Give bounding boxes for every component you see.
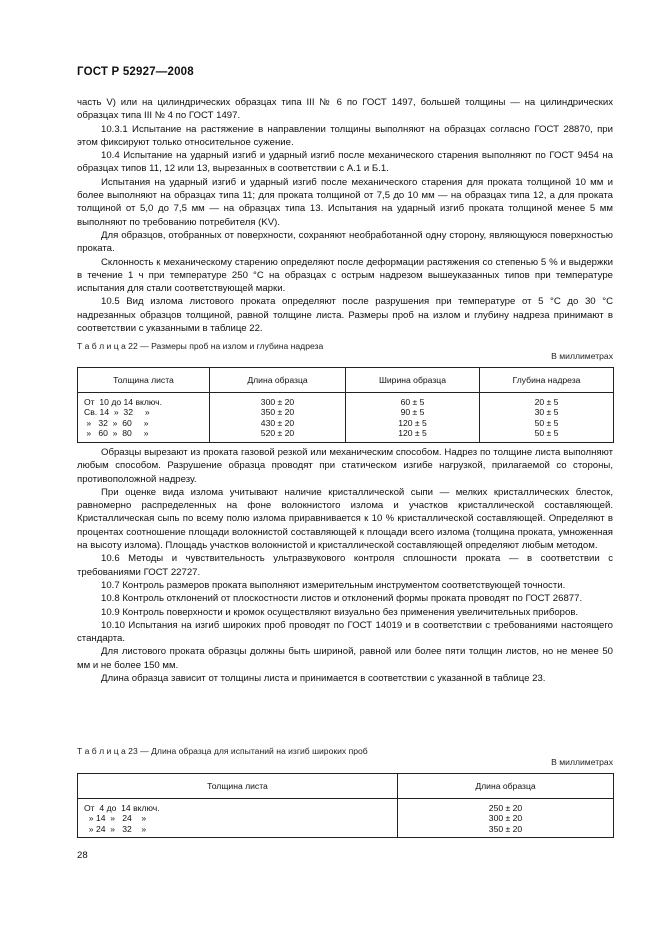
document-header: ГОСТ Р 52927—2008 [77,66,194,78]
paragraph: 10.3.1 Испытание на растяжение в направлении толщины выполняют на образцах согласно ГОСТ 28870, при этом фиксируют только относительное сужение. [77,123,613,148]
table-cell-line: 250 ± 20 [488,803,523,813]
table23-units: В миллиметрах [551,757,613,767]
table-row [78,799,614,838]
table-header-cell: Толщина листа [78,368,210,393]
table-cell-line: 20 ± 5 [534,397,559,407]
text-block-2 [77,446,613,685]
table-cell-line: » 14 » 24 » [84,813,147,824]
table-cell-line: 90 ± 5 [400,407,425,418]
notch-depth-cell [480,393,614,443]
table-cell-line: » 24 » 32 » [84,823,147,834]
paragraph: 10.8 Контроль отклонений от плоскостности листов и отклонений формы проката проводят по ГОСТ 26877. [101,593,583,605]
table-header-cell: Толщина листа [78,774,398,799]
table-header-row [78,368,614,393]
table-cell-line: 120 ± 5 [398,417,427,428]
text-block-1 [77,96,613,335]
paragraph: 10.10 Испытания на изгиб широких проб проводят по ГОСТ 14019 и в соответствии с требованиями настоящего стандарта. [77,619,613,645]
paragraph: Длина образца зависит от толщины листа и принимается в соответствии с указанной в таблице 23. [101,673,546,685]
table-row [78,393,614,443]
paragraph: Склонность к механическому старению определяют после деформации растяжения со степенью 5 % и выдержки в течение 1 ч при температуре 250 °С на образцах с острым надрезом вышеуказанных типов при температуре испытания для стали соответствующей марки. [77,256,613,295]
table-header-row [78,774,614,799]
thickness-cell [78,799,398,838]
table-cell-line: Св. 14 » 32 » [84,407,150,418]
paragraph: 10.5 Вид излома листового проката определяют после разрушения при температуре от 5 °С до 30 °С надрезанных образцов толщиной, равной толщине листа. Размеры проб на излом и глубину надреза принимают в соответствии с указанными в таблице 22. [77,296,613,335]
paragraph: Образцы вырезают из проката газовой резкой или механическим способом. Надрез по толщине листа выполняют любым способом. Разрушение образца проводят при статическом изгибе нагрузкой, прилагаемой со стороны, противоположной надрезу. [77,447,613,485]
table-cell-line: 50 ± 5 [534,417,559,428]
table23-caption: Т а б л и ц а 23 — Длина образца для испытаний на изгиб широких проб [77,746,368,756]
length-cell [210,393,346,443]
table-header-cell: Ширина образца [346,368,480,393]
table-cell-line: 50 ± 5 [534,428,559,439]
table-cell-line: 120 ± 5 [398,428,427,439]
table-cell-line: 300 ± 20 [260,397,295,407]
table-cell-line: » 32 » 60 » [84,417,149,428]
paragraph: часть V) или на цилиндрических образцах типа III № 6 по ГОСТ 1497, большей толщины — на цилиндрических образцах типа III № 4 по ГОСТ 1497. [77,97,613,122]
table-cell-line: От 4 до 14 включ. [84,803,160,813]
table-cell-line: 60 ± 5 [400,397,425,407]
paragraph: 10.7 Контроль размеров проката выполняют измерительным инструментом соответствующей точности. [101,579,566,591]
paragraph: При оценке вида излома учитывают наличие кристаллической сыпи — мелких кристаллических блесток, равномерно распределенных на фоне волокнистого излома и участков кристаллической составляющей. Кристаллическая сыпь по всему полю излома приравнивается к 10 % кристаллической составляющей. Определяют в процентах соотношение площади волокнистой составляющей к площади всего излома (толщина проката, умноженная на высоту излома). Площадь участков волокнистой и кристаллической составляющей определяют любым методом. [77,486,613,552]
table-cell-line: 520 ± 20 [260,428,295,439]
table-23 [77,773,614,838]
table-cell-line: 30 ± 5 [534,407,559,418]
length-cell [398,799,614,838]
paragraph: Испытания на ударный изгиб и ударный изгиб после механического старения для проката толщиной 10 мм и более выполняют на образцах типа 11; для проката толщиной от 7,5 до 10 мм — на образцах типа 12, а для проката толщиной от 5,0 до 7,5 мм — на образцах типа 13. Испытания на ударный изгиб проката толщиной менее 5 мм выполняют по требованию потребителя (KV). [77,176,613,228]
table-header-cell: Длина образца [210,368,346,393]
table-22 [77,367,614,443]
width-cell [346,393,480,443]
table-cell-line: 350 ± 20 [260,407,295,418]
paragraph: Для листового проката образцы должны быть шириной, равной или более пяти толщин листов, но не менее 50 мм и не более 150 мм. [77,646,613,671]
table-cell-line: От 10 до 14 включ. [84,397,163,407]
table-header-cell: Глубина надреза [480,368,614,393]
table-cell-line: » 60 » 80 » [84,428,149,439]
paragraph: 10.6 Методы и чувствительность ультразвукового контроля сплошности проката — в соответствии с требованиями ГОСТ 22727. [77,553,613,578]
table22-units: В миллиметрах [551,351,613,361]
table-cell-line: 300 ± 20 [488,813,523,824]
table-header-cell: Длина образца [398,774,614,799]
paragraph: Для образцов, отобранных от поверхности, сохраняют необработанной одну сторону, являющуюся поверхностью проката. [77,229,613,255]
table-cell-line: 430 ± 20 [260,417,295,428]
thickness-cell [78,393,210,443]
page-number: 28 [77,850,88,861]
table-cell-line: 350 ± 20 [488,823,523,834]
paragraph: 10.4 Испытание на ударный изгиб и ударный изгиб после механического старения выполняют по ГОСТ 9454 на образцах типов 11, 12 или 13, вырезанных в соответствии с А.1 и Б.1. [77,150,613,175]
paragraph: 10.9 Контроль поверхности и кромок осуществляют визуально без применения увеличительных приборов. [101,606,579,618]
table22-caption: Т а б л и ц а 22 — Размеры проб на излом и глубина надреза [77,341,324,351]
